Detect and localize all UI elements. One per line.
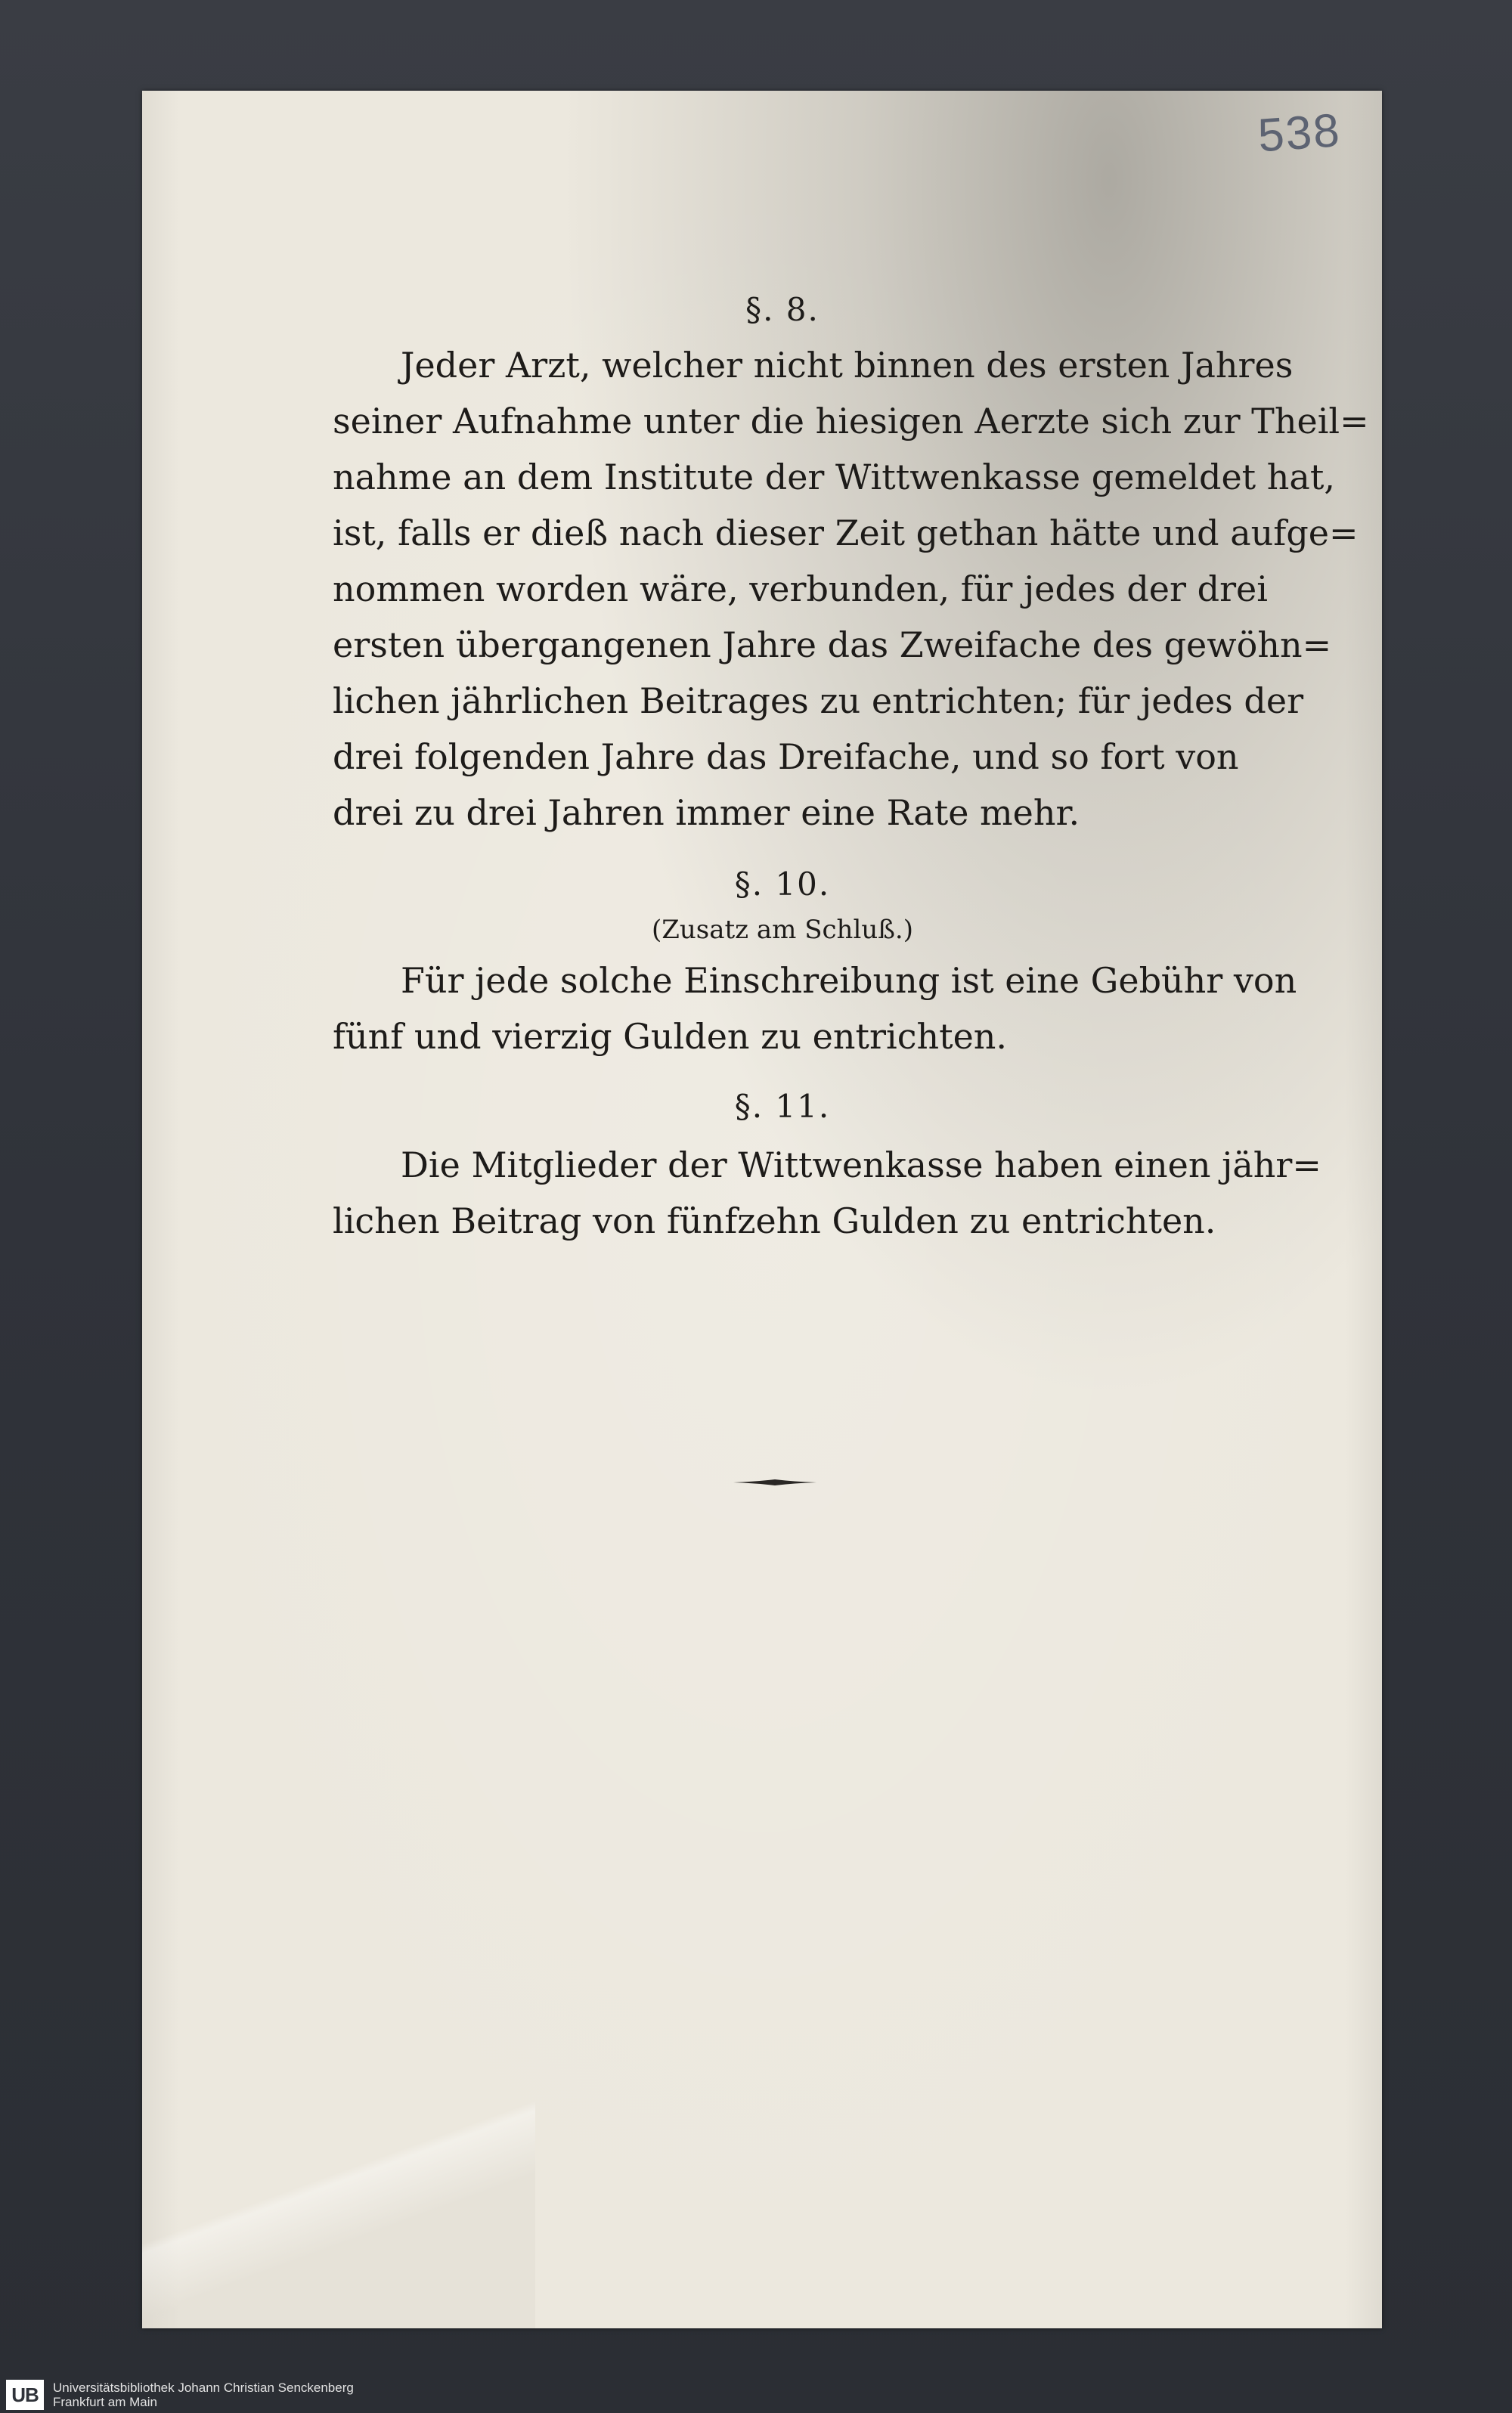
library-logo: UB — [6, 2380, 44, 2410]
text-line: ist, falls er dieß nach dieser Zeit gethan hätte und aufge= — [333, 513, 1359, 553]
text-line: drei folgenden Jahre das Dreifache, und so fort von — [333, 736, 1239, 777]
section-8 — [333, 287, 1369, 841]
text-line: nommen worden wäre, verbunden, für jedes der drei — [333, 568, 1268, 609]
text-line: fünf und vierzig Gulden zu entrichten. — [333, 1016, 1008, 1057]
text-line: Jeder Arzt, welcher nicht binnen des ersten Jahres — [401, 345, 1294, 386]
library-credit — [53, 2380, 354, 2409]
document-content — [333, 287, 1369, 1249]
text-line: seiner Aufnahme unter die hiesigen Aerzte sich zur Theil= — [333, 401, 1369, 441]
section-paragraph — [333, 337, 1369, 841]
library-location: Frankfurt am Main — [53, 2395, 157, 2409]
section-subheading: (Zusatz am Schluß.) — [652, 915, 913, 945]
text-line: Die Mitglieder der Wittwenkasse haben einen jähr= — [401, 1145, 1321, 1185]
section-heading: §. 8. — [745, 291, 820, 328]
section-paragraph — [333, 952, 1297, 1064]
text-line: Für jede solche Einschreibung ist eine Gebühr von — [401, 960, 1297, 1001]
ornamental-divider — [733, 1479, 816, 1486]
text-line: drei zu drei Jahren immer eine Rate mehr. — [333, 792, 1080, 833]
text-line: lichen Beitrag von fünfzehn Gulden zu entrichten. — [333, 1200, 1216, 1241]
folio-number: 538 — [1256, 104, 1343, 163]
library-footer — [0, 2377, 454, 2413]
section-10 — [333, 862, 1297, 1064]
section-paragraph — [333, 1137, 1321, 1249]
text-line: lichen jährlichen Beitrages zu entrichten; für jedes der — [333, 680, 1304, 721]
section-heading: §. 10. — [734, 866, 831, 903]
section-heading: §. 11. — [734, 1088, 831, 1125]
section-11 — [333, 1084, 1321, 1249]
library-name: Universitätsbibliothek Johann Christian Senckenberg — [53, 2380, 354, 2395]
text-line: ersten übergangenen Jahre das Zweifache des gewöhn= — [333, 624, 1332, 665]
text-line: nahme an dem Institute der Wittwenkasse gemeldet hat, — [333, 457, 1335, 497]
